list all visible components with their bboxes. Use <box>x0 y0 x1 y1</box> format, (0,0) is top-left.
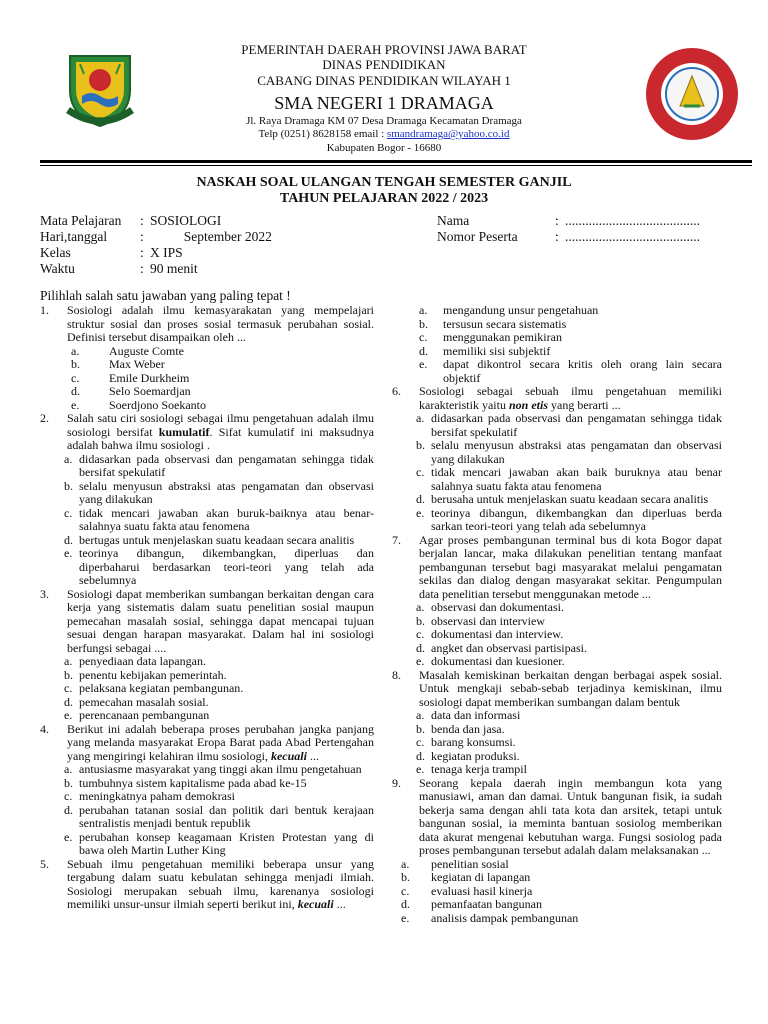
option[interactable]: e. perencanaan pembangunan <box>64 708 210 722</box>
option[interactable]: a. mengandung unsur pengetahuan <box>419 303 599 317</box>
question-2: 2. Salah satu ciri sosiologi sebagai ilmu pengetahuan adalah ilmu sosiologi bersifat kumulatif. Sifat kumulatif ini maksudnya adalah bahwa ilmu sosiologi . a. didasarkan pada observasi dan pengamatan sehingga tidak bersifat spekulatif b. selalu menyusun abstraksi atas pengamatan dan observasi yang dilakukan c. tidak mencari jawaban akan buruk-baiknya atau benar-salahnya suatu fakta atau fenomena d. bertugas untuk menjelaskan suatu keadaan secara analitis e. teorinya dibangun, dikembangkan, diperluas dan diperbaharui berdasarkan teori-teori yang telah ada sebelumnya <box>40 411 375 587</box>
question-text: Salah satu ciri sosiologi sebagai ilmu pengetahuan adalah ilmu sosiologi bersifat kumulatif. Sifat kumulatif ini maksudnya adalah bahwa ilmu sosiologi . <box>67 411 375 452</box>
school-city: Kabupaten Bogor - 16680 <box>326 142 442 154</box>
option[interactable]: d. berusaha untuk menjelaskan suatu keadaan secara analitis <box>416 492 709 506</box>
question-text: Masalah kemiskinan berkaitan dengan berbagai aspek sosial. Untuk mengkaji sebab-sebab terjadinya kemiskinan, ilmu sosiologi dapat memberikan sumbangan dalam bentuk <box>419 667 722 709</box>
option[interactable]: b. kegiatan di lapangan <box>401 870 531 884</box>
option[interactable]: a. didasarkan pada observasi dan pengamatan sehingga tidak bersifat spekulatif <box>416 411 722 439</box>
participant-number-field[interactable]: ........................................ <box>565 229 700 244</box>
option[interactable]: d. bertugas untuk menjelaskan suatu keadaan secara analitis <box>64 532 355 547</box>
option[interactable]: b. benda dan jasa. <box>416 721 505 736</box>
question-text: Berikut ini adalah beberapa proses perubahan jangka panjang yang melanda masyarakat Eropa Barat pada Abad Pertengahan yang mengiringi kelahiran ilmu sosiologi, kecuali ... <box>67 721 374 763</box>
question-6: 6. Sosiologi sebagai sebuah ilmu pengetahuan memiliki karakteristik yaitu non etis yang berarti ... a. didasarkan pada observasi dan pengamatan sehingga tidak bersifat spekulatif b. selalu menyusun abstraksi atas pengamatan dan observasi yang dilakukan c. tidak mencari jawaban akan baik buruknya atau benar salahnya suatu fakta atau fenomena d. berusaha untuk menjelaskan suatu keadaan secara analitis e. teorinya dibangun, dikembangkan dan diperluas berda sarkan teori-teori yang telah ada sebelumnya <box>392 384 722 533</box>
info-row-class: Kelas : X IPS <box>40 245 183 260</box>
option[interactable]: a. data dan informasi <box>416 708 521 722</box>
name-field[interactable]: ........................................ <box>565 213 700 228</box>
school-contact <box>0 129 768 140</box>
option[interactable]: a. antusiasme masyarakat yang tinggi akan ilmu pengetahuan <box>64 762 362 776</box>
info-row-name: Nama : ........................................ <box>437 213 700 228</box>
question-5-options <box>392 304 722 385</box>
option[interactable]: e. perubahan konsep keagamaan Kristen Protestan yang di bawa oleh Martin Luther King <box>64 829 374 857</box>
option[interactable]: b. tersusun secara sistematis <box>419 316 567 331</box>
option[interactable]: c. Emile Durkheim <box>71 370 190 385</box>
school-name: SMA NEGERI 1 DRAMAGA <box>274 93 494 113</box>
option[interactable]: a. observasi dan dokumentasi. <box>416 600 564 614</box>
option[interactable]: c. pelaksana kegiatan pembangunan. <box>64 681 244 695</box>
header-government-line: PEMERINTAH DAERAH PROVINSI JAWA BARAT <box>241 42 527 57</box>
info-row-participant-number: Nomor Peserta : ........................................ <box>437 229 700 244</box>
info-row-date: Hari,tanggal : September 2022 <box>40 229 272 244</box>
question-3: 3. Sosiologi dapat memberikan sumbangan berkaitan dengan cara kerja yang sistematis dalam suatu penelitian sosial maupun pemecahan masalah sosial, sehingga dapat mencapai tujuan sesuai dengan harapan masyarakat. Dalam hal ini sosiologi berfungsi sebagai .... a. penyediaan data lapangan. b. penentu kebijakan pemerintah. c. pelaksana kegiatan pembangunan. d. pemecahan masalah sosial. e. perencanaan pembangunan <box>40 586 374 722</box>
option[interactable]: a. penelitian sosial <box>401 856 509 871</box>
option[interactable]: d. pemanfaatan bangunan <box>401 897 542 911</box>
option[interactable]: d. angket dan observasi partisipasi. <box>416 640 587 655</box>
question-4: 4. Berikut ini adalah beberapa proses perubahan jangka panjang yang melanda masyarakat Eropa Barat pada Abad Pertengahan yang mengiringi kelahiran ilmu sosiologi, kecuali ... a. antusiasme masyarakat yang tinggi akan ilmu pengetahuan b. tumbuhnya sistem kapitalisme pada abad ke-15 c. meningkatnya paham demokrasi d. perubahan tatanan sosial dan politik dari bentuk kerajaan sentralistis menjadi bentuk republik e. perubahan konsep keagamaan Kristen Protestan yang di bawa oleh Martin Luther King <box>40 721 374 857</box>
option[interactable]: e. analisis dampak pembangunan <box>401 910 579 925</box>
option[interactable]: c. barang konsumsi. <box>416 735 516 749</box>
option[interactable]: e. teorinya dibangun, dikembangkan, diperluas dan diperbaharui berdasarkan teori-teori yang telah ada sebelumnya <box>64 546 374 587</box>
option[interactable]: e. dapat dikontrol secara kritis oleh orang lain secara objektif <box>419 357 722 385</box>
option[interactable]: c. meningkatnya paham demokrasi <box>64 789 235 803</box>
option[interactable]: e. dokumentasi dan kuesioner. <box>416 654 565 668</box>
option[interactable]: d. Selo Soemardjan <box>71 384 191 398</box>
option[interactable]: d. memiliki sisi subjektif <box>419 343 551 358</box>
option[interactable]: e. tenaga kerja trampil <box>416 762 527 776</box>
question-text: Sosiologi sebagai sebuah ilmu pengetahuan memiliki karakteristik yaitu non etis yang berarti ... <box>419 384 722 412</box>
header-divider-thin <box>40 165 752 166</box>
header-branch-line: CABANG DINAS PENDIDIKAN WILAYAH 1 <box>257 73 511 88</box>
question-5: 5. Sebuah ilmu pengetahuan memiliki beberapa unsur yang tergabung dalam suatu kebulatan sehingga menjadi ilmiah. Sosiologi merupakan sebuah ilmu, karenanya sosiologi memiliki unsur-unsur ilmiah seperti berikut ini, kecuali ... <box>40 856 374 911</box>
option[interactable]: c. evaluasi hasil kinerja <box>401 883 533 898</box>
header-divider-thick <box>40 160 752 163</box>
option[interactable]: a. penyediaan data lapangan. <box>64 654 206 668</box>
option[interactable]: c. dokumentasi dan interview. <box>416 627 564 641</box>
option[interactable]: e. Soerdjono Soekanto <box>71 397 206 412</box>
info-row-subject: Mata Pelajaran : SOSIOLOGI <box>40 213 222 228</box>
question-text: Seorang kepala daerah ingin membangun kota yang manusiawi, aman dan damai. Untuk bangunan fisik, ia sudah bekerja sama dengan ahli tata kota dan arsitek, tetapi untuk bangunan sosial, ia meminta bantuan sosiolog memberikan data akurat mengenai kebutuhan warga. Fungsi sosiolog pada proses pembangunan tersebut adalah dalam melaksanakan ... <box>419 775 722 857</box>
option[interactable]: d. perubahan tatanan sosial dan politik dari bentuk kerajaan sentralistis menjadi bentuk republik <box>64 802 374 830</box>
exam-title: NASKAH SOAL ULANGAN TENGAH SEMESTER GANJIL <box>196 175 572 190</box>
exam-info-right <box>437 213 700 245</box>
phone-text: Telp (0251) 8628158 email : <box>258 128 387 140</box>
question-text: Sosiologi dapat memberikan sumbangan berkaitan dengan cara kerja yang sistematis dalam suatu penelitian sosial maupun pemecahan masalah sosial, sehingga dapat mencapai tujuan sesuai dengan harapan masyarakat. Dalam hal ini sosiologi berfungsi sebagai .... <box>67 586 374 655</box>
option[interactable]: b. Max Weber <box>71 357 165 371</box>
email-link[interactable]: smandramaga@yahoo.co.id <box>386 128 510 140</box>
question-7: 7. Agar proses pembangunan terminal bus di kota Bogor dapat berjalan lancar, maka dilakukan penelitian tentang manfaat pembangunan tersebut bagi masyarakat melalui pengamatan sekilas dan dialog dengan masyarakat sekitar. Pengumpulan data penelitian tersebut menggunakan metode ... a. observasi dan dokumentasi. b. observasi dan interview c. dokumentasi dan interview. d. angket dan observasi partisipasi. e. dokumentasi dan kuesioner. <box>392 532 722 668</box>
option[interactable]: c. menggunakan pemikiran <box>419 330 562 344</box>
school-address: Jl. Raya Dramaga KM 07 Desa Dramaga Kecamatan Dramaga <box>246 115 522 127</box>
question-9: 9. Seorang kepala daerah ingin membangun kota yang manusiawi, aman dan damai. Untuk bangunan fisik, ia sudah bekerja sama dengan ahli tata kota dan arsitek, tetapi untuk bangunan sosial, ia meminta bantuan sosiolog memberikan data akurat mengenai kebutuhan warga. Fungsi sosiolog pada proses pembangunan tersebut adalah dalam melaksanakan ... a. penelitian sosial b. kegiatan di lapangan c. evaluasi hasil kinerja d. pemanfaatan bangunan e. analisis dampak pembangunan <box>392 775 722 925</box>
header-agency-line: DINAS PENDIDIKAN <box>322 57 446 72</box>
option[interactable]: b. selalu menyusun abstraksi atas pengamatan dan observasi yang dilakukan <box>64 478 374 506</box>
question-text: Sosiologi adalah ilmu kemasyarakatan yang mempelajari struktur sosial dan proses sosial termasuk perubahan sosial. Definisi tersebut disampaikan oleh ... <box>67 303 374 344</box>
option[interactable]: b. penentu kebijakan pemerintah. <box>64 667 227 682</box>
option[interactable]: d. kegiatan produksi. <box>416 748 520 763</box>
option[interactable]: b. tumbuhnya sistem kapitalisme pada abad ke-15 <box>64 775 307 790</box>
question-text: Sebuah ilmu pengetahuan memiliki beberapa unsur yang tergabung dalam suatu kebulatan sehingga menjadi ilmiah. Sosiologi merupakan sebuah ilmu, karenanya sosiologi memiliki unsur-unsur ilmiah seperti berikut ini, kecuali ... <box>67 856 374 911</box>
instruction: Pilihlah salah satu jawaban yang paling tepat ! <box>40 288 291 303</box>
question-text: Agar proses pembangunan terminal bus di kota Bogor dapat berjalan lancar, maka dilakukan penelitian tentang manfaat pembangunan tersebut bagi masyarakat melalui pengamatan sekilas dan dialog dengan masyarakat sekitar. Pengumpulan data penelitian tersebut menggunakan metode ... <box>419 532 722 601</box>
option[interactable]: e. teorinya dibangun, dikembangkan dan diperluas berda sarkan teori-teori yang telah ada sebelumnya <box>416 505 722 533</box>
option[interactable]: a. didasarkan pada observasi dan pengamatan sehingga tidak bersifat spekulatif <box>64 451 374 479</box>
option[interactable]: b. selalu menyusun abstraksi atas pengamatan dan observasi yang dilakukan <box>416 438 722 466</box>
question-8: 8. Masalah kemiskinan berkaitan dengan berbagai aspek sosial. Untuk mengkaji sebab-sebab terjadinya kemiskinan, ilmu sosiologi dapat memberikan sumbangan dalam bentuk a. data dan informasi b. benda dan jasa. c. barang konsumsi. d. kegiatan produksi. e. tenaga kerja trampil <box>392 667 722 776</box>
right-column <box>392 304 722 925</box>
question-1: 1. Sosiologi adalah ilmu kemasyarakatan yang mempelajari struktur sosial dan proses sosial termasuk perubahan sosial. Definisi tersebut disampaikan oleh ... a. Auguste Comte b. Max Weber c. Emile Durkheim d. Selo Soemardjan e. Soerdjono Soekanto <box>40 303 374 412</box>
exam-year: TAHUN PELAJARAN 2022 / 2023 <box>279 191 489 206</box>
left-column <box>40 304 374 912</box>
exam-info-left <box>40 213 272 277</box>
info-row-time: Waktu : 90 menit <box>40 261 198 276</box>
option[interactable]: a. Auguste Comte <box>71 343 184 358</box>
option[interactable]: c. tidak mencari jawaban akan baik buruknya atau benar salahnya suatu fakta atau fenomena <box>416 465 722 493</box>
option[interactable]: b. observasi dan interview <box>416 613 545 628</box>
option[interactable]: d. pemecahan masalah sosial. <box>64 694 209 709</box>
option[interactable]: c. tidak mencari jawaban akan buruk-baiknya atau benar-salahnya suatu fakta atau fenomena <box>64 505 374 533</box>
